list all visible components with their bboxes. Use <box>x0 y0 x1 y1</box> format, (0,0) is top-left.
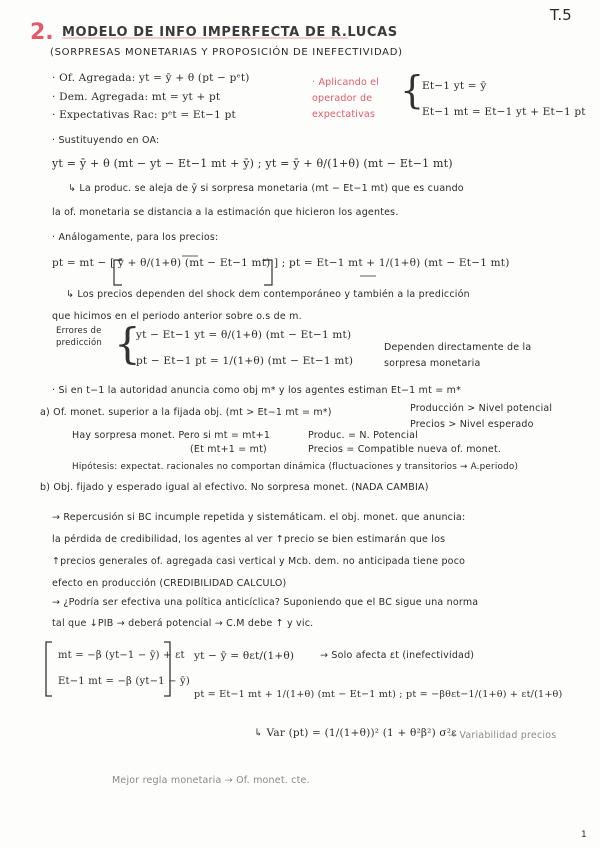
note-repercusion: → Repercusión si BC incumple repetida y sistemáticam. el obj. monet. que anuncia: <box>52 512 466 523</box>
section-subtitle: (SORPRESAS MONETARIAS Y PROPOSICIÓN DE INEFECTIVIDAD) <box>50 47 403 58</box>
note-perdida-credibilidad: la pérdida de credibilidad, los agentes al ver ↑precio se bien estimarán que los <box>52 534 446 545</box>
line-dem-agregada: · Dem. Agregada: mt = yt + pt <box>52 91 221 103</box>
eq-error-p: pt − Et−1 pt = 1/(1+θ) (mt − Et−1 mt) <box>136 355 354 367</box>
note-precios-shock: ↳ Los precios dependen del shock dem contemporáneo y también a la predicción <box>66 289 470 300</box>
eq-error-y: yt − Et−1 yt = θ/(1+θ) (mt − Et−1 mt) <box>136 329 352 341</box>
eq-precios: pt = mt − [ ȳ + θ/(1+θ) (mt − Et−1 mt) ] ; pt = Et−1 mt + 1/(1+θ) (mt − Et−1 mt) <box>52 257 510 269</box>
corner-label: T.5 <box>550 6 572 24</box>
eq-expect-y: Et−1 yt = ȳ <box>422 80 487 92</box>
line-expectativas: · Expectativas Rac: pᵉt = Et−1 pt <box>52 109 236 121</box>
note-prediccion-anterior: que hicimos en el periodo anterior sobre o.s de m. <box>52 311 302 322</box>
note-aplicando-operador: · Aplicando el operador de expectativas <box>312 77 380 120</box>
eq-regla-m: mt = −β (yt−1 − ȳ) + εt <box>58 650 185 661</box>
section-number: 2. <box>30 20 54 45</box>
page-number: 1 <box>581 830 587 840</box>
line-precios-compatible: Precios = Compatible nueva of. monet. <box>308 444 502 455</box>
eq-precio-regla: pt = Et−1 mt + 1/(1+θ) (mt − Et−1 mt) ; pt = −βθεt−1/(1+θ) + εt/(1+θ) <box>194 689 563 700</box>
brace-errores: { <box>114 319 141 368</box>
line-sustituyendo: · Sustituyendo en OA: <box>52 135 160 146</box>
note-mejor-regla: Mejor regla monetaria → Of. monet. cte. <box>112 775 310 786</box>
line-hay-sorpresa: Hay sorpresa monet. Pero si mt = mt+1 <box>72 430 271 441</box>
eq-sustitucion-oa: yt = ȳ + θ (mt − yt − Et−1 mt + ȳ) ; yt = ȳ + θ/(1+θ) (mt − Et−1 mt) <box>52 157 453 170</box>
case-a-superior: a) Of. monet. superior a la fijada obj. (mt > Et−1 mt = m*) <box>40 407 332 418</box>
label-errores-prediccion: Errores de predicción <box>56 326 102 348</box>
note-variabilidad-precios: → Variabilidad precios <box>448 730 557 741</box>
eq-output-gap: yt − ȳ = θεt/(1+θ) <box>194 650 295 662</box>
line-analogamente: · Análogamente, para los precios: <box>52 232 219 243</box>
eq-expect-m: Et−1 mt = Et−1 yt + Et−1 pt <box>422 106 586 118</box>
note-precios-generales: ↑precios generales of. agregada casi vertical y Mcb. dem. no anticipada tiene poco <box>52 556 466 567</box>
note-produccion-sorpresa: ↳ La produc. se aleja de ȳ si sorpresa monetaria (mt − Et−1 mt) que es cuando <box>68 183 464 194</box>
note-politica-anticiclica: → ¿Podría ser efectiva una política anticíclica? Suponiendo que el BC sigue una norma <box>52 597 479 608</box>
note-credibilidad: efecto en producción (CREDIBILIDAD CALCULO) <box>52 578 287 589</box>
section-title: MODELO DE INFO IMPERFECTA DE R.LUCAS <box>62 25 398 40</box>
note-distancia-estimacion: la of. monetaria se distancia a la estimación que hicieron los agentes. <box>52 207 399 218</box>
note-solo-afecta: → Solo afecta εt (inefectividad) <box>320 650 475 661</box>
brace-expectativas: { <box>400 68 425 112</box>
eq-regla-expect-m: Et−1 mt = −β (yt−1 − ȳ) <box>58 676 191 687</box>
case-a-produccion: Producción > Nivel potencial <box>410 403 553 414</box>
line-si-autoridad-anuncia: · Si en t−1 la autoridad anuncia como obj m* y los agentes estiman Et−1 mt = m* <box>52 385 462 396</box>
note-norma-bc: tal que ↓PIB → deberá potencial → C.M debe ↑ y vic. <box>52 618 314 629</box>
line-of-agregada: · Of. Agregada: yt = ȳ + θ (pt − pᵉt) <box>52 72 250 84</box>
line-hipotesis: Hipótesis: expectat. racionales no comportan dinámica (fluctuaciones y transitorios → A.periodo) <box>72 462 519 472</box>
line-expect-m-next: (Et mt+1 = mt) <box>190 444 267 455</box>
note-dependen-sorpresa: Dependen directamente de la sorpresa monetaria <box>384 342 532 369</box>
line-produc-potencial: Produc. = N. Potencial <box>308 430 419 441</box>
eq-varianza-precios: ↳ Var (pt) = (1/(1+θ))² (1 + θ²β²) σ²ε <box>254 727 457 739</box>
case-b-igual: b) Obj. fijado y esperado igual al efectivo. No sorpresa monet. (NADA CAMBIA) <box>40 482 429 493</box>
case-a-precios: Precios > Nivel esperado <box>410 419 534 430</box>
